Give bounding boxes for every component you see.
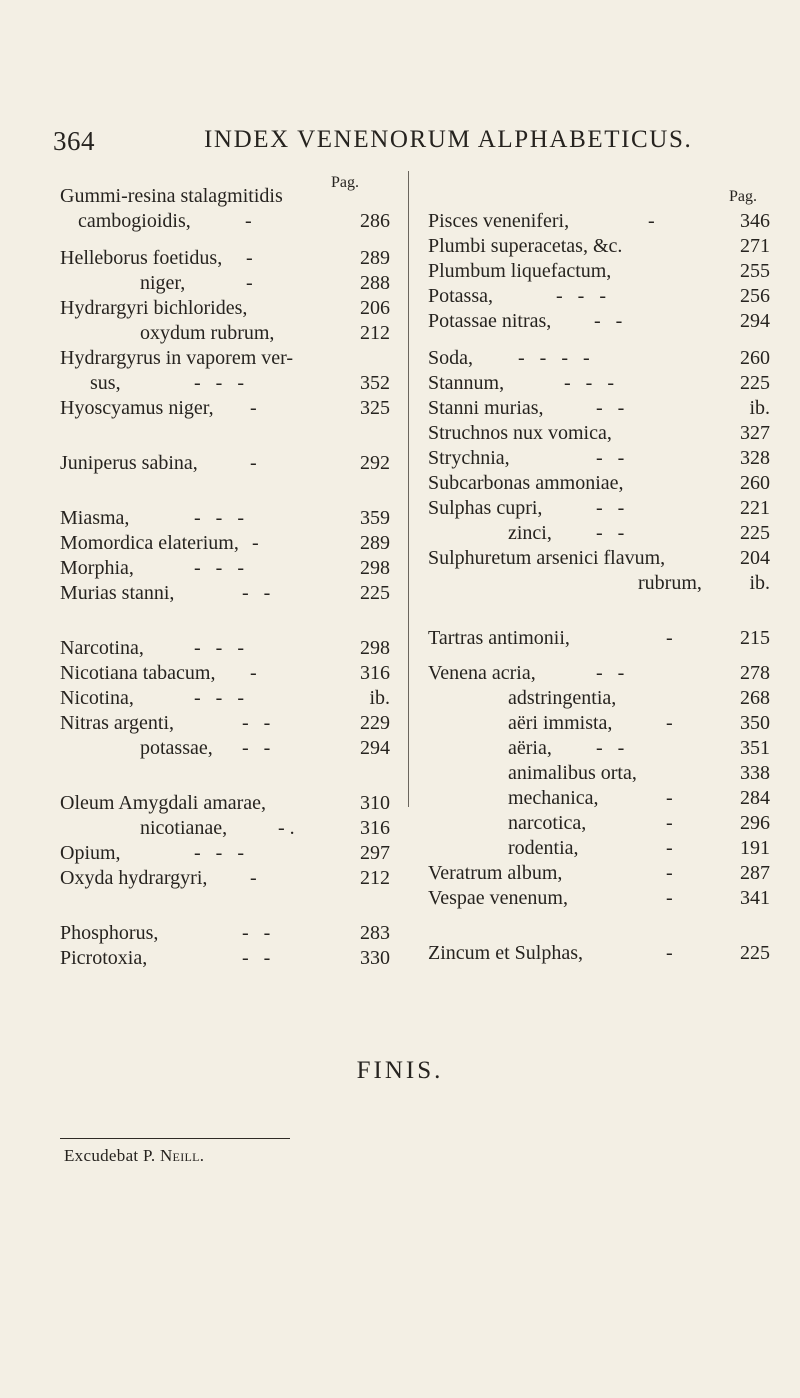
index-entry bbox=[60, 531, 390, 555]
running-head: INDEX VENENORUM ALPHABETICUS. bbox=[204, 126, 693, 153]
entry-page: 287 bbox=[740, 862, 770, 884]
entry-leader: - - - - bbox=[518, 347, 590, 369]
page-header bbox=[0, 126, 800, 166]
index-entry bbox=[60, 371, 390, 395]
entry-name: animalibus orta, bbox=[508, 762, 637, 784]
entry-name: rodentia, bbox=[508, 837, 579, 859]
entry-page: 260 bbox=[740, 472, 770, 494]
entry-name: Zincum et Sulphas, bbox=[428, 942, 583, 964]
entry-leader: - . bbox=[278, 817, 295, 839]
entry-leader: - bbox=[245, 210, 252, 232]
entry-name: Sulphas cupri, bbox=[428, 497, 543, 519]
entry-name: Stannum, bbox=[428, 372, 505, 394]
entry-page: 225 bbox=[360, 582, 390, 604]
entry-leader: - bbox=[246, 272, 253, 294]
index-entry bbox=[60, 921, 390, 945]
index-column-right bbox=[428, 166, 770, 964]
entry-page: 206 bbox=[360, 297, 390, 319]
entry-name: potassae, bbox=[140, 737, 213, 759]
entry-page: 341 bbox=[740, 887, 770, 909]
entry-leader: - - bbox=[242, 712, 271, 734]
finis: FINIS. bbox=[356, 1057, 444, 1084]
entry-page: ib. bbox=[369, 687, 390, 709]
index-entry bbox=[428, 371, 770, 395]
index-entry bbox=[428, 811, 770, 835]
index-entry bbox=[60, 346, 390, 370]
entry-name: nicotianae, bbox=[140, 817, 228, 839]
index-entry bbox=[428, 861, 770, 885]
entry-name: Oleum Amygdali amarae, bbox=[60, 792, 267, 814]
index-entry bbox=[60, 321, 390, 345]
entry-name: narcotica, bbox=[508, 812, 587, 834]
entry-name: cambogioidis, bbox=[78, 210, 191, 232]
entry-leader: - bbox=[250, 397, 257, 419]
entry-leader: - - bbox=[242, 582, 271, 604]
entry-name: Tartras antimonii, bbox=[428, 627, 570, 649]
entry-name: Subcarbonas ammoniae, bbox=[428, 472, 624, 494]
index-entry bbox=[428, 421, 770, 445]
entry-name: Phosphorus, bbox=[60, 922, 159, 944]
index-entry bbox=[428, 836, 770, 860]
entry-page: 212 bbox=[360, 322, 390, 344]
entry-leader: - - bbox=[596, 522, 625, 544]
entry-name: Oxyda hydrargyri, bbox=[60, 867, 208, 889]
entry-leader: - - - bbox=[194, 637, 244, 659]
entry-name: Juniperus sabina, bbox=[60, 452, 198, 474]
entry-page: 271 bbox=[740, 235, 770, 257]
entry-page: 225 bbox=[740, 372, 770, 394]
index-entry bbox=[60, 816, 390, 840]
entry-name: Hyoscyamus niger, bbox=[60, 397, 214, 419]
index-entry bbox=[428, 546, 770, 570]
entry-name: aëri immista, bbox=[508, 712, 613, 734]
index-entry bbox=[60, 686, 390, 710]
entry-page: 351 bbox=[740, 737, 770, 759]
entry-name: Struchnos nux vomica, bbox=[428, 422, 612, 444]
entry-leader: - bbox=[666, 787, 673, 809]
index-entry bbox=[428, 686, 770, 710]
entry-leader: - - - bbox=[194, 507, 244, 529]
index-entry bbox=[428, 626, 770, 650]
entry-leader: - - - bbox=[194, 842, 244, 864]
entry-name: rubrum, bbox=[638, 572, 702, 594]
entry-name: Morphia, bbox=[60, 557, 134, 579]
page-number: 364 bbox=[53, 126, 95, 156]
entry-page: 292 bbox=[360, 452, 390, 474]
index-entry bbox=[60, 209, 390, 233]
colophon-rule bbox=[60, 1138, 290, 1139]
index-entry bbox=[428, 234, 770, 258]
entry-leader: - bbox=[666, 837, 673, 859]
index-entry bbox=[428, 736, 770, 760]
entry-name: Venena acria, bbox=[428, 662, 536, 684]
entry-name: Soda, bbox=[428, 347, 473, 369]
entry-leader: - bbox=[252, 532, 259, 554]
entry-leader: - - bbox=[596, 447, 625, 469]
index-entry bbox=[60, 296, 390, 320]
entry-page: 204 bbox=[740, 547, 770, 569]
index-entry bbox=[60, 711, 390, 735]
index-entry bbox=[60, 661, 390, 685]
colophon-prefix: Excudebat P. bbox=[64, 1146, 156, 1165]
entry-leader: - bbox=[666, 887, 673, 909]
entry-leader: - - bbox=[242, 947, 271, 969]
entry-page: 288 bbox=[360, 272, 390, 294]
index-entry bbox=[428, 941, 770, 965]
index-entry bbox=[60, 866, 390, 890]
entry-page: 256 bbox=[740, 285, 770, 307]
pag-label-left: Pag. bbox=[331, 174, 359, 191]
entry-name: Opium, bbox=[60, 842, 121, 864]
entry-page: 283 bbox=[360, 922, 390, 944]
entry-name: Picrotoxia, bbox=[60, 947, 148, 969]
entry-page: 286 bbox=[360, 210, 390, 232]
entry-leader: - - bbox=[596, 737, 625, 759]
entry-page: 359 bbox=[360, 507, 390, 529]
entry-name: Momordica elaterium, bbox=[60, 532, 239, 554]
entry-page: ib. bbox=[749, 397, 770, 419]
entry-page: ib. bbox=[749, 572, 770, 594]
colophon bbox=[64, 1146, 204, 1166]
entry-name: Murias stanni, bbox=[60, 582, 175, 604]
index-entry bbox=[428, 346, 770, 370]
entry-page: 352 bbox=[360, 372, 390, 394]
column-divider bbox=[408, 171, 409, 807]
entry-page: 316 bbox=[360, 817, 390, 839]
index-entry bbox=[428, 446, 770, 470]
entry-name: Nicotiana tabacum, bbox=[60, 662, 216, 684]
entry-leader: - bbox=[666, 712, 673, 734]
index-entry bbox=[60, 636, 390, 660]
index-entry bbox=[60, 581, 390, 605]
entry-page: 221 bbox=[740, 497, 770, 519]
entry-page: 298 bbox=[360, 637, 390, 659]
index-entry bbox=[428, 309, 770, 333]
entry-page: 346 bbox=[740, 210, 770, 232]
entry-page: 316 bbox=[360, 662, 390, 684]
entry-leader: - bbox=[246, 247, 253, 269]
index-entry bbox=[428, 209, 770, 233]
index-entry bbox=[428, 761, 770, 785]
entry-page: 338 bbox=[740, 762, 770, 784]
entry-name: niger, bbox=[140, 272, 186, 294]
entry-page: 278 bbox=[740, 662, 770, 684]
entry-leader: - bbox=[666, 627, 673, 649]
entry-leader: - bbox=[666, 862, 673, 884]
index-column-left bbox=[60, 166, 390, 969]
entry-name: Nitras argenti, bbox=[60, 712, 175, 734]
entry-leader: - bbox=[666, 942, 673, 964]
entry-leader: - - - bbox=[194, 687, 244, 709]
entry-name: mechanica, bbox=[508, 787, 599, 809]
entry-name: Miasma, bbox=[60, 507, 130, 529]
entry-leader: - bbox=[250, 662, 257, 684]
entry-page: 255 bbox=[740, 260, 770, 282]
entry-leader: - - - bbox=[556, 285, 606, 307]
entry-page: 268 bbox=[740, 687, 770, 709]
entry-leader: - bbox=[648, 210, 655, 232]
entry-leader: - - bbox=[596, 662, 625, 684]
index-entry bbox=[60, 271, 390, 295]
entry-name: zinci, bbox=[508, 522, 552, 544]
entry-leader: - - bbox=[596, 397, 625, 419]
entry-name: Pisces veneniferi, bbox=[428, 210, 570, 232]
index-entry bbox=[428, 786, 770, 810]
entry-name: Helleborus foetidus, bbox=[60, 247, 223, 269]
entry-name: Veratrum album, bbox=[428, 862, 563, 884]
pag-label-right: Pag. bbox=[729, 188, 757, 205]
entry-page: 294 bbox=[740, 310, 770, 332]
entry-name: Hydrargyri bichlorides, bbox=[60, 297, 248, 319]
index-entry bbox=[60, 946, 390, 970]
entry-page: 260 bbox=[740, 347, 770, 369]
entry-name: Stanni murias, bbox=[428, 397, 544, 419]
entry-leader: - - - bbox=[564, 372, 614, 394]
index-entry bbox=[60, 791, 390, 815]
entry-page: 310 bbox=[360, 792, 390, 814]
entry-page: 191 bbox=[740, 837, 770, 859]
index-entry bbox=[428, 521, 770, 545]
entry-page: 229 bbox=[360, 712, 390, 734]
entry-leader: - - - bbox=[194, 372, 244, 394]
entry-name: Nicotina, bbox=[60, 687, 134, 709]
entry-page: 325 bbox=[360, 397, 390, 419]
entry-name: Strychnia, bbox=[428, 447, 510, 469]
entry-name: aëria, bbox=[508, 737, 552, 759]
index-entry bbox=[60, 184, 390, 208]
index-entry bbox=[428, 571, 770, 595]
index-entry bbox=[428, 259, 770, 283]
colophon-printer: Neill. bbox=[159, 1146, 205, 1165]
entry-name: Hydrargyrus in vaporem ver- bbox=[60, 347, 294, 369]
entry-leader: - - bbox=[242, 737, 271, 759]
index-entry bbox=[60, 506, 390, 530]
entry-name: Sulphuretum arsenici flavum, bbox=[428, 547, 666, 569]
entry-page: 284 bbox=[740, 787, 770, 809]
entry-leader: - - - bbox=[194, 557, 244, 579]
entry-page: 215 bbox=[740, 627, 770, 649]
index-entry bbox=[60, 841, 390, 865]
index-entry bbox=[428, 661, 770, 685]
entry-page: 294 bbox=[360, 737, 390, 759]
entry-name: adstringentia, bbox=[508, 687, 617, 709]
entry-name: Potassae nitras, bbox=[428, 310, 552, 332]
entry-leader: - - bbox=[242, 922, 271, 944]
entry-name: Vespae venenum, bbox=[428, 887, 568, 909]
entry-leader: - bbox=[666, 812, 673, 834]
entry-page: 330 bbox=[360, 947, 390, 969]
entry-page: 350 bbox=[740, 712, 770, 734]
entry-page: 289 bbox=[360, 247, 390, 269]
index-entry bbox=[60, 451, 390, 475]
index-entry bbox=[428, 711, 770, 735]
index-entry bbox=[428, 471, 770, 495]
index-entry bbox=[60, 736, 390, 760]
entry-page: 298 bbox=[360, 557, 390, 579]
entry-leader: - bbox=[250, 867, 257, 889]
entry-name: Plumbi superacetas, &c. bbox=[428, 235, 623, 257]
entry-leader: - bbox=[250, 452, 257, 474]
index-entry bbox=[60, 556, 390, 580]
index-entry bbox=[60, 246, 390, 270]
entry-name: Gummi-resina stalagmitidis bbox=[60, 185, 283, 207]
index-entry bbox=[428, 284, 770, 308]
entry-name: Potassa, bbox=[428, 285, 493, 307]
index-entry bbox=[428, 396, 770, 420]
entry-page: 225 bbox=[740, 522, 770, 544]
entry-leader: - - bbox=[594, 310, 623, 332]
entry-page: 328 bbox=[740, 447, 770, 469]
index-entry bbox=[428, 496, 770, 520]
index-entry bbox=[428, 886, 770, 910]
entry-page: 212 bbox=[360, 867, 390, 889]
entry-page: 225 bbox=[740, 942, 770, 964]
entry-name: Narcotina, bbox=[60, 637, 144, 659]
entry-name: sus, bbox=[90, 372, 121, 394]
entry-page: 289 bbox=[360, 532, 390, 554]
index-entry bbox=[60, 396, 390, 420]
entry-name: oxydum rubrum, bbox=[140, 322, 275, 344]
entry-leader: - - bbox=[596, 497, 625, 519]
entry-page: 296 bbox=[740, 812, 770, 834]
entry-name: Plumbum liquefactum, bbox=[428, 260, 612, 282]
entry-page: 297 bbox=[360, 842, 390, 864]
entry-page: 327 bbox=[740, 422, 770, 444]
